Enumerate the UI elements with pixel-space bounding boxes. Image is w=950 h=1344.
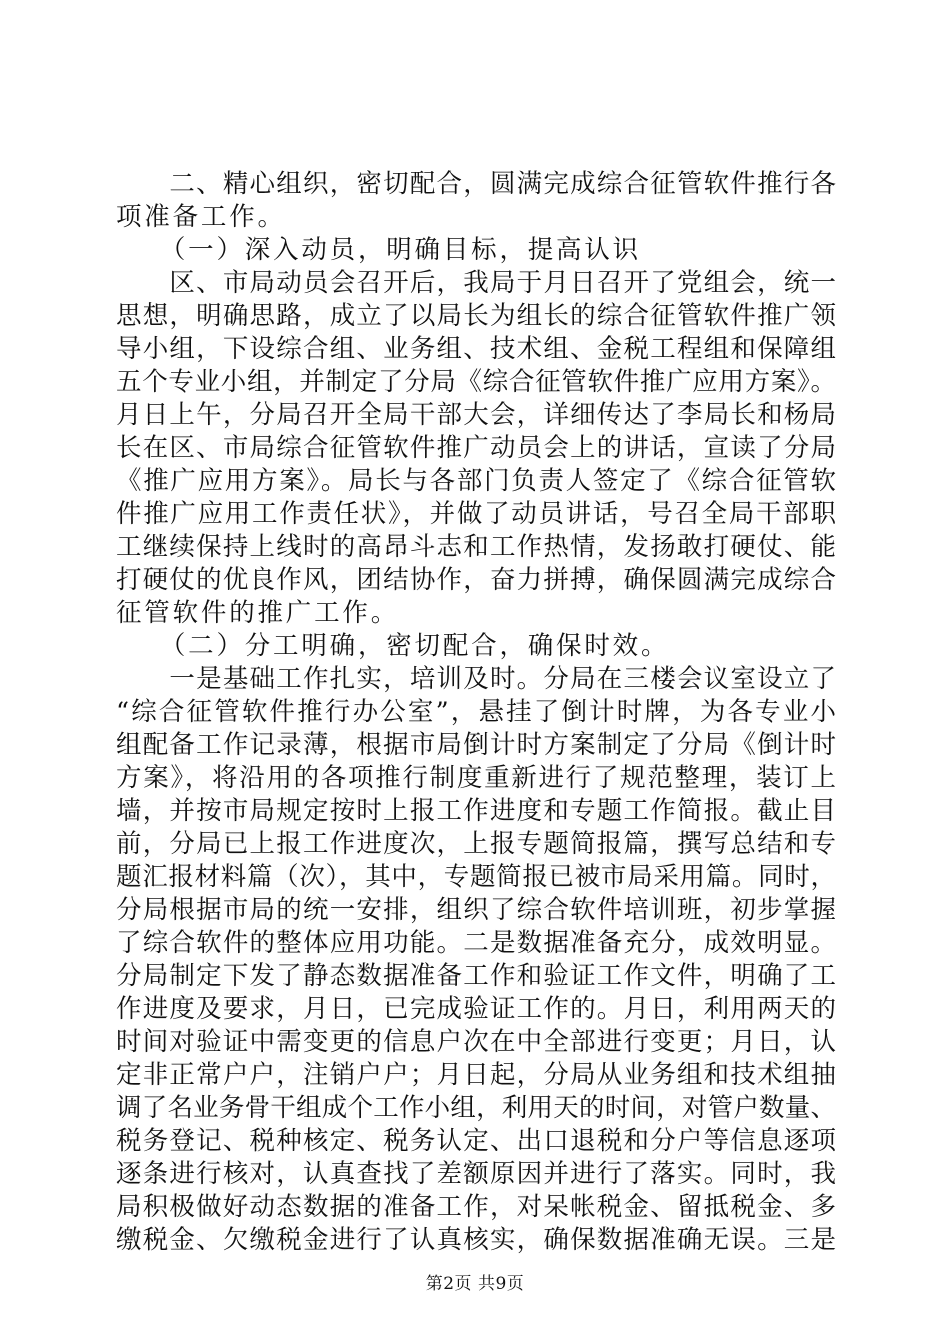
text-line: 工继续保持上线时的高昂斗志和工作热情，发扬敢打硬仗、能	[116, 532, 836, 562]
text-line: “综合征管软件推行办公室”，悬挂了倒计时牌，为各专业小	[116, 697, 836, 727]
text-line: 一是基础工作扎实，培训及时。分局在三楼会议室设立了	[116, 664, 836, 694]
text-line: 二、精心组织，密切配合，圆满完成综合征管软件推行各	[116, 169, 836, 199]
text-line: 导小组，下设综合组、业务组、技术组、金税工程组和保障组	[116, 334, 836, 364]
text-line: 打硬仗的优良作风，团结协作，奋力拼搏，确保圆满完成综合	[116, 565, 836, 595]
text-line: 件推广应用工作责任状》，并做了动员讲话，号召全局干部职	[116, 499, 836, 529]
text-line: 区、市局动员会召开后，我局于月日召开了党组会，统一	[116, 268, 836, 298]
text-line: 长在区、市局综合征管软件推广动员会上的讲话，宣读了分局	[116, 433, 836, 463]
text-line: 项准备工作。	[116, 202, 286, 232]
text-line: 时间对验证中需变更的信息户次在中全部进行变更；月日，认	[116, 1027, 836, 1057]
text-line: 月日上午，分局召开全局干部大会，详细传达了李局长和杨局	[116, 400, 836, 430]
text-line: （一）深入动员，明确目标，提高认识	[116, 235, 641, 265]
text-line: 分局制定下发了静态数据准备工作和验证工作文件，明确了工	[116, 961, 836, 991]
text-line: 五个专业小组，并制定了分局《综合征管软件推广应用方案》。	[116, 367, 836, 397]
text-line: 方案》，将沿用的各项推行制度重新进行了规范整理，装订上	[116, 763, 836, 793]
text-line: 调了名业务骨干组成个工作小组，利用天的时间，对管户数量、	[116, 1093, 836, 1123]
text-line: 了综合软件的整体应用功能。二是数据准备充分，成效明显。	[116, 928, 836, 958]
body-text	[116, 168, 836, 1257]
text-line: 墙，并按市局规定按时上报工作进度和专题工作简报。截止目	[116, 796, 836, 826]
text-line: 分局根据市局的统一安排，组织了综合软件培训班，初步掌握	[116, 895, 836, 925]
text-line: 作进度及要求，月日，已完成验证工作的。月日，利用两天的	[116, 994, 836, 1024]
text-line: 征管软件的推广工作。	[116, 598, 400, 628]
text-line: 思想，明确思路，成立了以局长为组长的综合征管软件推广领	[116, 301, 836, 331]
text-line: 定非正常户户，注销户户；月日起，分局从业务组和技术组抽	[116, 1060, 836, 1090]
text-line: （二）分工明确，密切配合，确保时效。	[116, 631, 670, 661]
text-line: 题汇报材料篇（次），其中，专题简报已被市局采用篇。同时，	[116, 862, 836, 892]
text-line: 《推广应用方案》。局长与各部门负责人签定了《综合征管软	[116, 466, 836, 496]
text-line: 缴税金、欠缴税金进行了认真核实，确保数据准确无误。三是	[116, 1225, 836, 1255]
page-footer: 第2页 共9页	[425, 1274, 525, 1294]
text-line: 组配备工作记录薄，根据市局倒计时方案制定了分局《倒计时	[116, 730, 836, 760]
text-line: 局积极做好动态数据的准备工作，对呆帐税金、留抵税金、多	[116, 1192, 836, 1222]
text-line: 前，分局已上报工作进度次，上报专题简报篇，撰写总结和专	[116, 829, 836, 859]
text-line: 逐条进行核对，认真查找了差额原因并进行了落实。同时，我	[116, 1159, 836, 1189]
text-line: 税务登记、税种核定、税务认定、出口退税和分户等信息逐项	[116, 1126, 836, 1156]
